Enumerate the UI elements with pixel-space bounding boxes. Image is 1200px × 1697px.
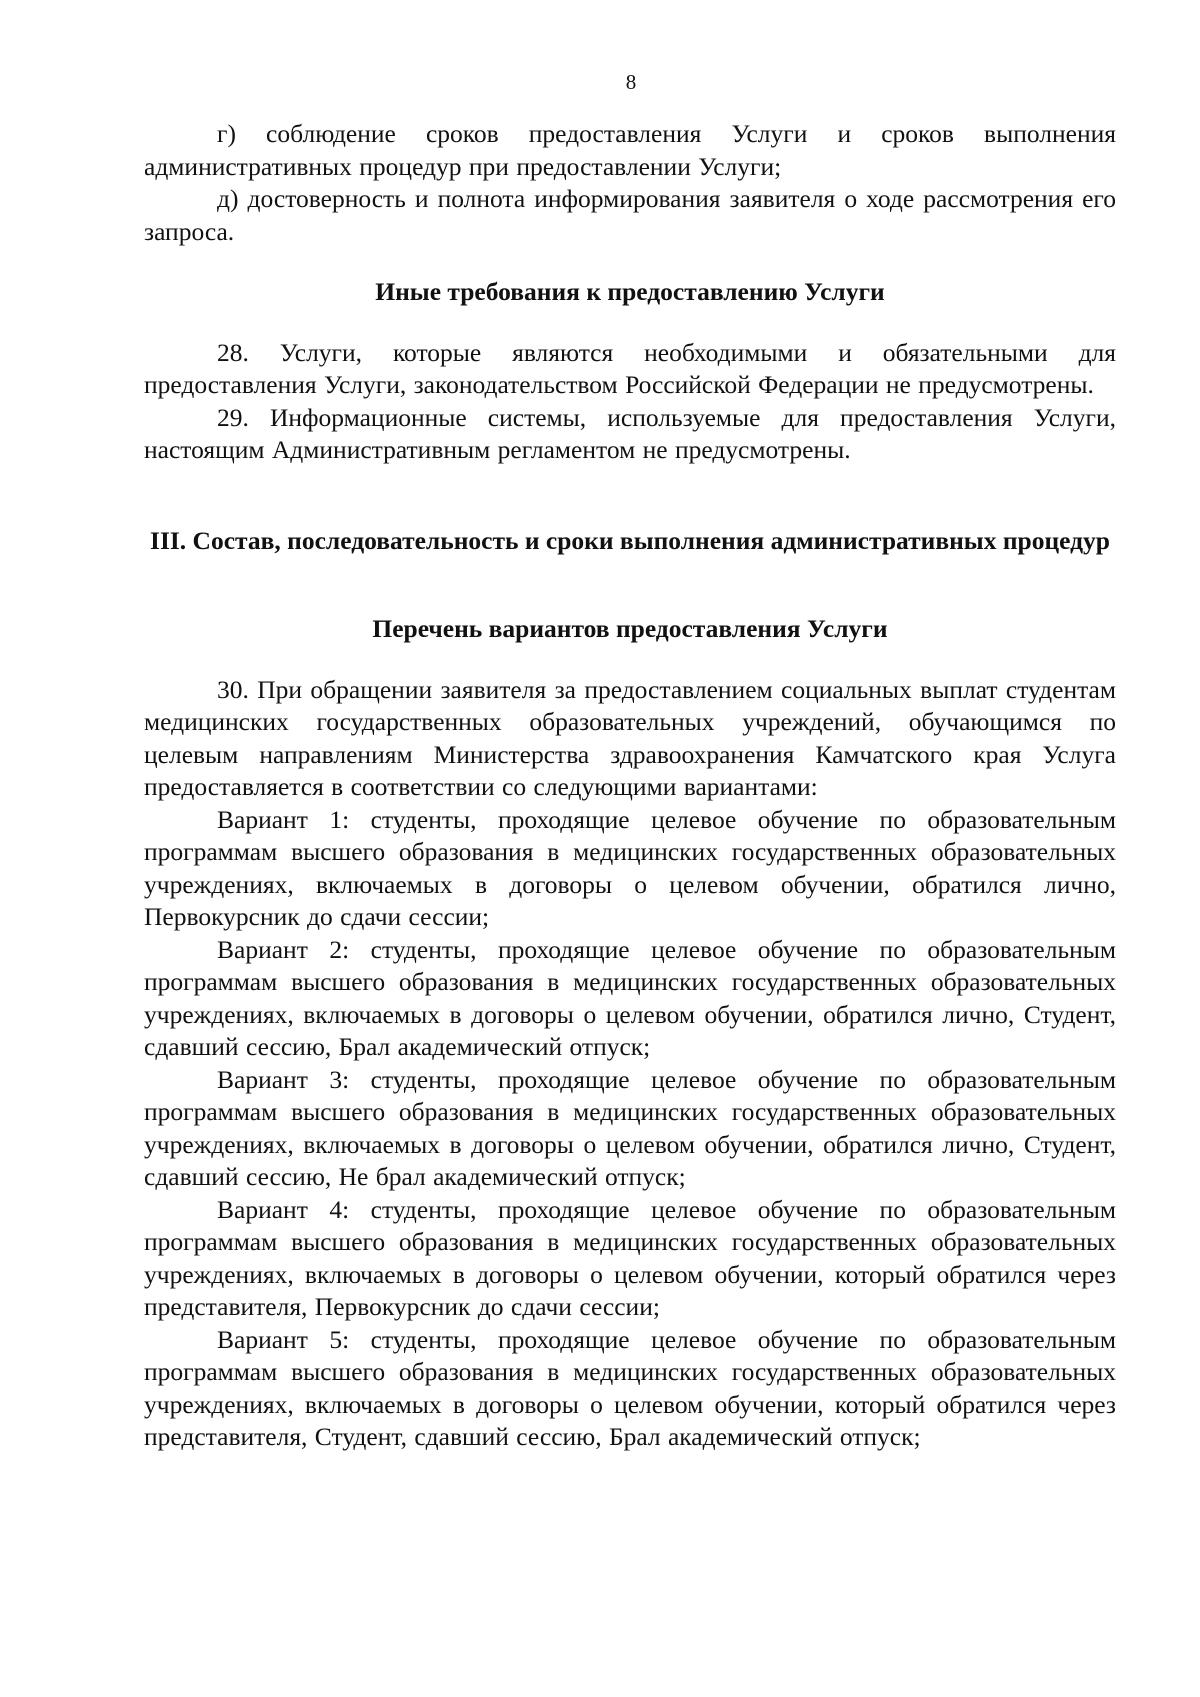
variant-5: Вариант 5: студенты, проходящие целевое обучение по образовательным программам высшего образования в медицинских государственных образовательных учреждениях, включаемых в договоры о целевом обучении, который обратился через представителя, Студент, сдавший сессию, Брал академический отпуск; bbox=[144, 1324, 1116, 1451]
variant-3: Вариант 3: студенты, проходящие целевое обучение по образовательным программам высшего образования в медицинских государственных образовательных учреждениях, включаемых в договоры о целевом обучении, обратился лично, Студент, сдавший сессию, Не брал академический отпуск; bbox=[144, 1064, 1116, 1191]
variant-1: Вариант 1: студенты, проходящие целевое обучение по образовательным программам высшего образования в медицинских государственных образовательных учреждениях, включаемых в договоры о целевом обучении, обратился лично, Первокурсник до сдачи сессии; bbox=[144, 804, 1116, 931]
item-g: г) соблюдение сроков предоставления Услуги и сроков выполнения административных процедур при предоставлении Услуги; bbox=[144, 119, 1116, 181]
section-heading-variants: Перечень вариантов предоставления Услуги bbox=[372, 614, 888, 643]
chapter-heading-3: III. Состав, последовательность и сроки выполнения административных процедур bbox=[150, 525, 1110, 555]
document-body bbox=[144, 118, 1116, 1454]
section-heading-other-requirements: Иные требования к предоставлению Услуги bbox=[375, 277, 885, 306]
item-d: д) достоверность и полнота информирования заявителя о ходе рассмотрения его запроса. bbox=[144, 184, 1116, 246]
page-number: 8 bbox=[625, 70, 637, 94]
paragraph-28: 28. Услуги, которые являются необходимыми и обязательными для предоставления Услуги, законодательством Российской Федерации не предусмотрены. bbox=[144, 337, 1116, 399]
paragraph-30: 30. При обращении заявителя за предоставлением социальных выплат студентам медицинских государственных образовательных учреждений, обучающимся по целевым направлениям Министерства здравоохранения Камчатского края Услуга предоставляется в соответствии со следующими вариантами: bbox=[144, 674, 1116, 801]
variant-4: Вариант 4: студенты, проходящие целевое обучение по образовательным программам высшего образования в медицинских государственных образовательных учреждениях, включаемых в договоры о целевом обучении, который обратился через представителя, Первокурсник до сдачи сессии; bbox=[144, 1194, 1116, 1321]
variant-2: Вариант 2: студенты, проходящие целевое обучение по образовательным программам высшего образования в медицинских государственных образовательных учреждениях, включаемых в договоры о целевом обучении, обратился лично, Студент, сдавший сессию, Брал академический отпуск; bbox=[144, 934, 1116, 1061]
paragraph-29: 29. Информационные системы, используемые для предоставления Услуги, настоящим Административным регламентом не предусмотрены. bbox=[144, 402, 1116, 464]
